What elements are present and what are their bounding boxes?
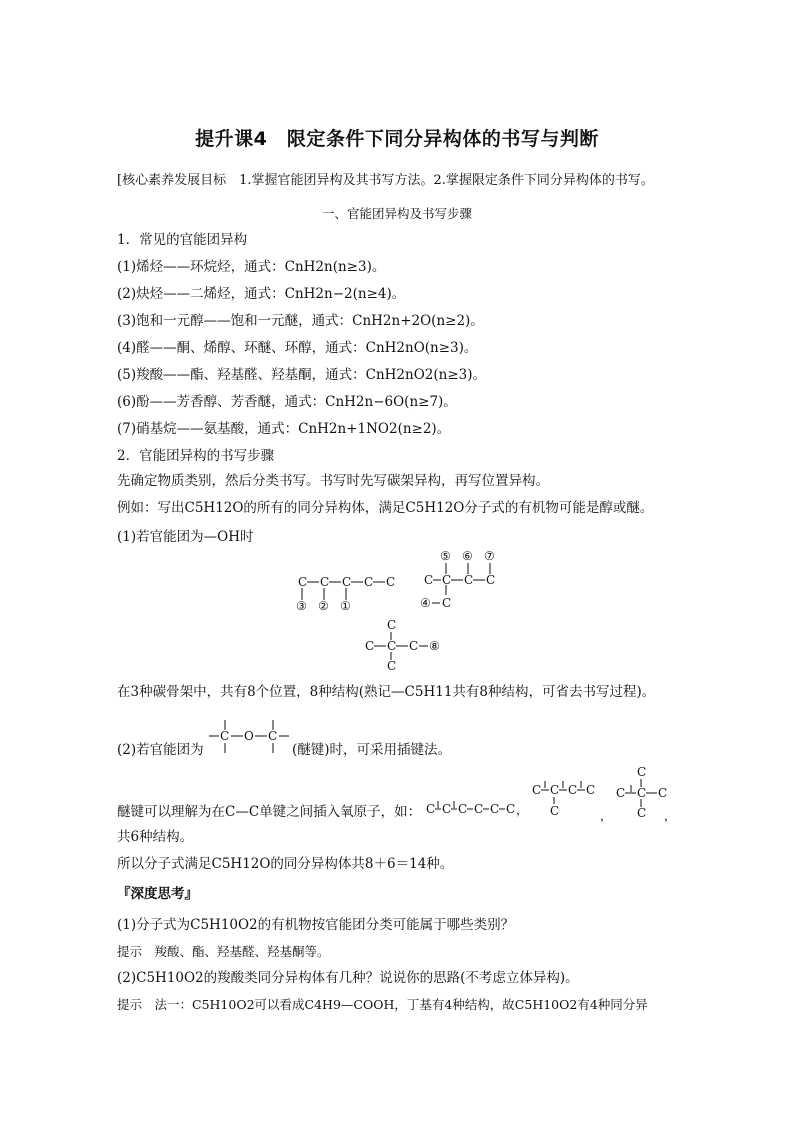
atom-label: C — [409, 639, 419, 653]
ether-explain-text: 醚键可以理解为在C—C单键之间插入氧原子，如： — [117, 804, 422, 820]
atom-label: C — [386, 575, 396, 589]
separator-comma: ， — [664, 809, 677, 823]
case2-text-a: (2)若官能团为 — [117, 742, 204, 758]
atom-label: C — [568, 783, 578, 797]
ether-insert-example-1 — [426, 795, 536, 819]
atom-label: C — [637, 765, 647, 779]
isomer-item: (2)炔烃——二烯烃，通式：CnH2n−2(n≥4)。 — [117, 286, 406, 302]
atom-label: C — [298, 575, 308, 589]
isomer-item: (5)羧酸——酯、羟基醛、羟基酮，通式：CnH2nO2(n≥3)。 — [117, 367, 486, 383]
separator-comma: ， — [600, 809, 613, 823]
atom-label: C — [424, 573, 434, 587]
atom-label: C — [474, 802, 484, 816]
atom-label: C — [464, 573, 474, 587]
atom-label: C — [486, 573, 496, 587]
summary-text: 在3种碳骨架中，共有8个位置，8种结构(熟记—C5H11共有8种结构，可省去书写过程)。 — [117, 684, 656, 700]
atom-label: C — [637, 786, 647, 800]
answer-2: 提示 法一：C5H10O2可以看成C4H9—COOH，丁基有4种结构，故C5H10O2有4种同分异 — [117, 997, 648, 1012]
position-label: ⑥ — [462, 549, 473, 563]
atom-label: C — [220, 729, 230, 743]
six-structures-text: 共6种结构。 — [117, 829, 194, 845]
atom-label: O — [244, 729, 254, 743]
atom-label: C — [506, 802, 516, 816]
case2-text-b: (醚键)时，可采用插键法。 — [292, 742, 452, 758]
position-label: ① — [340, 599, 351, 613]
carbon-skeleton-diagram-1 — [290, 570, 400, 615]
position-label: ③ — [296, 599, 307, 613]
example-text: 例如：写出C5H12O的所有的同分异构体，满足C5H12O分子式的有机物可能是醇或醚。 — [117, 500, 654, 516]
case1-text: (1)若官能团为—OH时 — [117, 529, 254, 545]
position-label: ⑦ — [484, 549, 495, 563]
position-label: ⑧ — [429, 639, 440, 653]
atom-label: C — [268, 729, 278, 743]
ether-group-diagram — [205, 716, 291, 766]
part1-heading: 1．常见的官能团异构 — [117, 232, 248, 248]
question-2: (2)C5H10O2的羧酸类同分异构体有几种？说说你的思路(不考虑立体异构)。 — [117, 970, 579, 986]
section-title: 一、官能团异构及书写步骤 — [321, 206, 472, 221]
carbon-skeleton-diagram-3 — [360, 617, 460, 673]
atom-label: C — [586, 783, 596, 797]
atom-label: C — [365, 639, 375, 653]
question-1: (1)分子式为C5H10O2的有机物按官能团分类可能属于哪些类别？ — [117, 917, 515, 933]
atom-label: C — [320, 575, 330, 589]
step-text: 先确定物质类别，然后分类书写。书写时先写碳架异构，再写位置异构。 — [117, 473, 549, 489]
atom-label: C — [550, 804, 560, 818]
carbon-skeleton-diagram-2 — [418, 550, 508, 612]
part2-heading: 2．官能团异构的书写步骤 — [117, 448, 275, 464]
atom-label: C — [658, 786, 668, 800]
isomer-item: (7)硝基烷——氨基酸，通式：CnH2n+1NO2(n≥2)。 — [117, 421, 451, 437]
answer-1: 提示 羧酸、酯、羟基醛、羟基酮等。 — [117, 944, 330, 959]
atom-label: C — [490, 802, 500, 816]
ether-insert-example-3 — [612, 764, 682, 824]
isomer-item: (6)酚——芳香醇、芳香醚，通式：CnH2n−6O(n≥7)。 — [117, 394, 457, 410]
position-label: ④ — [420, 596, 431, 610]
atom-label: C — [387, 659, 397, 673]
atom-label: C — [637, 806, 647, 820]
atom-label: C — [442, 802, 452, 816]
atom-label: C — [550, 783, 560, 797]
isomer-item: (3)饱和一元醇——饱和一元醚，通式：CnH2n+2O(n≥2)。 — [117, 313, 484, 329]
core-goals: [核心素养发展目标 1.掌握官能团异构及其书写方法。2.掌握限定条件下同分异构体的书写。 — [117, 173, 654, 188]
page-title: 提升课4 限定条件下同分异构体的书写与判断 — [195, 128, 599, 150]
isomer-item: (4)醛——酮、烯醇、环醚、环醇，通式：CnH2nO(n≥3)。 — [117, 340, 478, 356]
atom-label: C — [387, 618, 397, 632]
total-text: 所以分子式满足C5H12O的同分异构体共8＋6＝14种。 — [117, 856, 454, 872]
position-label: ② — [318, 599, 329, 613]
atom-label: C — [442, 573, 452, 587]
atom-label: C — [426, 802, 436, 816]
separator-comma: ， — [516, 803, 529, 817]
position-label: ⑤ — [440, 549, 451, 563]
deep-think-heading: 『深度思考』 — [117, 886, 198, 902]
atom-label: C — [532, 783, 542, 797]
atom-label: C — [364, 575, 374, 589]
atom-label: C — [387, 639, 397, 653]
atom-label: C — [458, 802, 468, 816]
atom-label: C — [342, 575, 352, 589]
isomer-item: (1)烯烃——环烷烃，通式：CnH2n(n≥3)。 — [117, 259, 386, 275]
atom-label: C — [616, 786, 626, 800]
ether-insert-example-2 — [530, 776, 620, 822]
atom-label: C — [442, 596, 452, 610]
